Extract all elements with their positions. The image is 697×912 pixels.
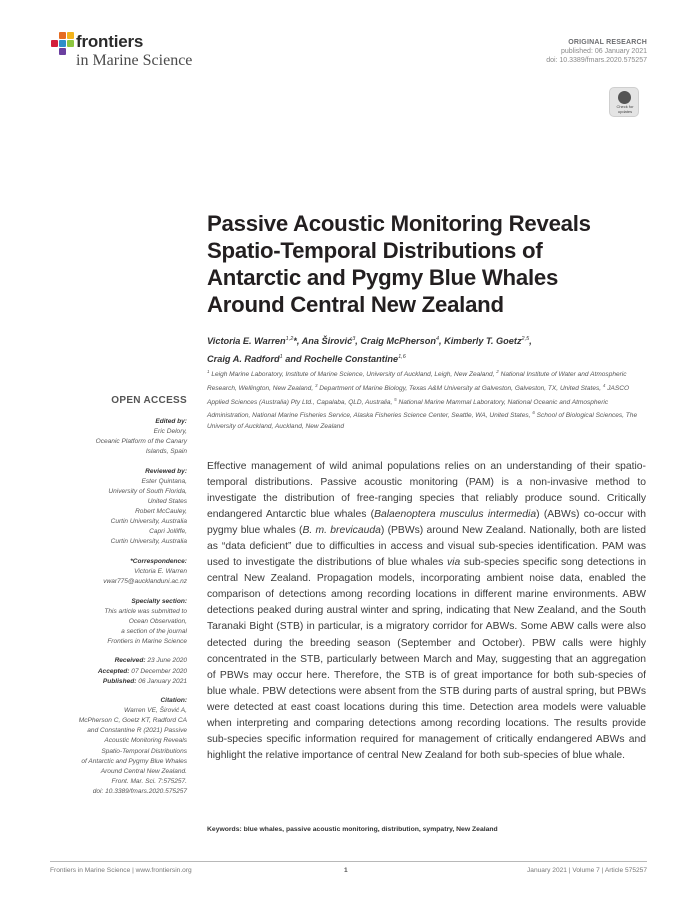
logo-word-frontiers: frontiers bbox=[76, 32, 144, 51]
article-type: ORIGINAL RESEARCH bbox=[568, 39, 647, 46]
author-name[interactable]: Craig McPherson bbox=[360, 336, 436, 347]
check-for-updates-label: Check for updates bbox=[616, 104, 634, 114]
page-number: 1 bbox=[344, 867, 348, 874]
correspondence-email-link[interactable]: vwar775@aucklanduni.ac.nz bbox=[103, 578, 187, 586]
title-line: Antarctic and Pygmy Blue Whales bbox=[207, 265, 559, 290]
author-line: Craig A. Radford$^1$ and Rochelle Constantine$^{1,6}$ bbox=[207, 354, 406, 365]
author-name[interactable]: Rochelle Constantine bbox=[304, 354, 399, 365]
title-line: Around Central New Zealand bbox=[207, 292, 504, 317]
author-name[interactable]: Craig A. Radford bbox=[207, 354, 280, 365]
open-access-label: OPEN ACCESS bbox=[111, 395, 187, 406]
footer-journal-link[interactable]: Frontiers in Marine Science | www.frontiersin.org bbox=[50, 867, 192, 874]
author-name[interactable]: Ana Širović bbox=[301, 336, 353, 347]
title-line: Spatio-Temporal Distributions of bbox=[207, 238, 543, 263]
published-date: published: 06 January 2021 bbox=[560, 48, 647, 55]
author-name[interactable]: Victoria E. Warren bbox=[207, 336, 286, 347]
specialty-section: Specialty section: This article was submitted to Ocean Observation, a section of the journal Frontiers in Marine Science bbox=[104, 597, 187, 645]
author-name[interactable]: Kimberly T. Goetz bbox=[444, 336, 522, 347]
reviewed-by-section: Reviewed by: Ester Quintana, University of South Florida, United States Robert McCauley, Curtin University, Australia Capri Jolliffe, Curtin University, Australia bbox=[108, 467, 187, 546]
article-sidebar bbox=[50, 417, 187, 806]
author-line: Victoria E. Warren$^{1,2}$*, Ana Širović$^3$, Craig McPherson$^4$, Kimberly T. Goetz$^{2,5}$, bbox=[207, 336, 532, 347]
check-for-updates-button[interactable] bbox=[609, 87, 639, 117]
abstract-text: Effective management of wild animal populations relies on an understanding of their spatio-temporal distributions. Passive acoustic monitoring (PAM) is a non-invasive method to investigate the distribution of free-ranging species that reliably produce sound. Critically endangered Antarctic blue whales (Balaenoptera musculus intermedia) (ABWs) co-occur with pygmy blue whales (B. m. brevicauda) (PBWs) around New Zealand. Nationally, both are listed as “data deficient” due to difficulties in access and visual sub-species identification. PAM was used to investigate the distributions of blue whales via sub-species specific song detections in central New Zealand. Propagation models, incorporating ambient noise data, enabled the comparison of detections among recording locations in different marine environments. ABW detections peaked during austral winter and spring, indicating that New Zealand, and the South Taranaki Bight (STB) in particular, is a migratory corridor for ABWs. Some ABW calls were also detected during the breeding season (September and October). PBW calls were highly concentrated in the STB, particularly between March and May, suggesting that an aggregation of PBWs may occur here. Therefore, the STB is of great importance for both sub-species of blue whale. PBW detections were absent from the STB during parts of austral spring, but PBWs were detected at east coast locations during this time. Detection area models were valuable when interpreting and comparing detections among recording locations. The results provide sub-species specific information required for management of critically endangered ABWs and highlight the relative importance of central New Zealand for both sub-species of blue whale. bbox=[207, 461, 647, 761]
article-title bbox=[207, 210, 657, 318]
article-doi[interactable]: doi: 10.3389/fmars.2020.575257 bbox=[546, 57, 647, 64]
title-line: Passive Acoustic Monitoring Reveals bbox=[207, 211, 591, 236]
affiliations: $^1$ Leigh Marine Laboratory, Institute of Marine Science, University of Auckland, Leigh, New Zealand, $^2$ National Institute of Water and Atmospheric Research, Wellington, New Zealand, $^3$ Department of Marine Biology, Texas A&M University at Galveston, Galveston, TX, United States, $^4$ JASCO Applied Sciences (Australia) Pty Ltd., Capalaba, QLD, Australia, $^5$ National Marine Mammal Laboratory, National Oceanic and Atmospheric Administration, National Marine Fisheries Service, Alaska Fisheries Science Center, Seattle, WA, United States, $^6$ School of Biological Sciences, The University of Auckland, Auckland, New Zealand bbox=[207, 369, 638, 431]
correspondence-section: *Correspondence: Victoria E. Warren vwar775@aucklanduni.ac.nz bbox=[50, 557, 187, 587]
journal-logo[interactable] bbox=[50, 31, 230, 73]
edited-by-section: Edited by: Eric Delory, Oceanic Platform of the Canary Islands, Spain bbox=[95, 418, 187, 456]
logo-word-journal: in Marine Science bbox=[76, 52, 193, 69]
citation-section: Citation: Warren VE, Širović A, McPherson C, Goetz KT, Radford CA and Constantine R (2021) Passive Acoustic Monitoring Reveals Spatio-Temporal Distributions of Antarctic and Pygmy Blue Whales Around Central New Zealand. Front. Mar. Sci. 7:575257. doi: 10.3389/fmars.2020.575257 bbox=[78, 697, 187, 795]
footer-issue-info: January 2021 | Volume 7 | Article 575257 bbox=[527, 867, 647, 874]
author-list bbox=[207, 331, 627, 367]
keywords: Keywords: blue whales, passive acoustic monitoring, distribution, sympatry, New Zealand bbox=[207, 826, 498, 833]
dates-section: Received: 23 June 2020 Accepted: 07 December 2020 Published: 06 January 2021 bbox=[97, 657, 187, 685]
article-meta bbox=[546, 38, 647, 65]
check-for-updates-icon bbox=[618, 91, 631, 104]
frontiers-logo-icon bbox=[50, 32, 74, 56]
footer-divider bbox=[50, 861, 647, 862]
